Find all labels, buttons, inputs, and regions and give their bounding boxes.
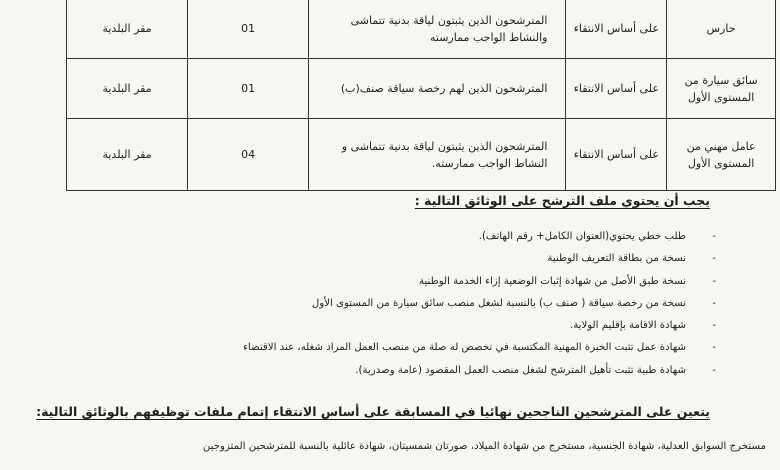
- exam-place-cell: مقر البلدية: [67, 59, 188, 119]
- list-item: [156, 271, 716, 293]
- bullet-marker: -: [712, 320, 716, 332]
- list-item-text: نسخة طبق الأصل من شهادة إثبات الوضعية إزاء الخدمة الوطنية: [418, 275, 686, 287]
- recruitment-mode-cell: على أساس الانتقاء: [566, 0, 667, 59]
- bullet-marker: -: [712, 297, 716, 309]
- exam-place-cell: مقر البلدية: [67, 0, 188, 59]
- conditions-cell: المترشحون الذين يثبتون لياقة بدنية تتماشى و النشاط الواجب ممارسته.: [309, 119, 566, 191]
- bullet-marker: -: [712, 275, 716, 287]
- bullet-marker: -: [712, 364, 716, 376]
- required-documents-title: يجب أن يحتوي ملف الترشح على الوثائق التالية :: [414, 193, 710, 208]
- table-row: [67, 119, 776, 191]
- list-item: [156, 248, 716, 270]
- positions-table: [66, 0, 776, 191]
- required-documents-list: [156, 226, 716, 382]
- positions-count-cell: 01: [188, 59, 309, 119]
- list-item-text: نسخة من بطاقة التعريف الوطنية: [547, 253, 686, 265]
- list-item-text: شهادة الاقامة بإقليم الولاية.: [569, 320, 686, 332]
- final-documents-text: مستخرج السوابق العدلية، شهادة الجنسية، مستخرج من شهادة الميلاد، صورتان شمسيتان، شهادة عائلية بالنسبة للمترشحين المتزوجين: [202, 441, 766, 452]
- list-item: [156, 337, 716, 359]
- list-item-text: طلب خطي يحتوي(العنوان الكامل+ رقم الهاتف).: [478, 231, 686, 242]
- recruitment-mode-cell: على أساس الانتقاء: [566, 119, 667, 191]
- positions-count-cell: 04: [188, 119, 309, 191]
- post-cell: حارس: [667, 0, 776, 59]
- exam-place-cell: مقر البلدية: [67, 119, 188, 191]
- bullet-marker: -: [712, 253, 716, 265]
- list-item: [156, 293, 716, 315]
- recruitment-mode-cell: على أساس الانتقاء: [566, 59, 667, 119]
- list-item: [156, 226, 716, 248]
- table-row: [67, 59, 776, 119]
- bullet-marker: -: [712, 231, 716, 242]
- positions-count-cell: 01: [188, 0, 309, 59]
- table-row: [67, 0, 776, 59]
- list-item: [156, 315, 716, 337]
- conditions-cell: المترشحون الذين يثبتون لياقة بدنية تتماشى والنشاط الواجب ممارسته: [309, 0, 566, 59]
- bullet-marker: -: [712, 342, 716, 354]
- final-documents-title: يتعين على المترشحين الناجحين نهائيا في المسابقة على أساس الانتقاء إتمام ملفات توظيفهم بالوثائق التالية:: [36, 404, 710, 419]
- list-item: [156, 360, 716, 382]
- post-cell: سائق سيارة من المستوى الأول: [667, 59, 776, 119]
- list-item-text: شهادة طبية تثبت تأهيل المترشح لشغل منصب العمل المقصود (عامة وصدرية).: [355, 364, 686, 376]
- list-item-text: شهادة عمل تثبت الخبرة المهنية المكتسبة في تخصص له صلة من منصب العمل المراد شغله، عند الاقتضاء: [243, 342, 686, 354]
- post-cell: عامل مهني من المستوى الأول: [667, 119, 776, 191]
- conditions-cell: المترشحون الذين لهم رخصة سياقة صنف(ب): [309, 59, 566, 119]
- list-item-text: نسخة من رخصة سياقة ( صنف ب) بالنسبة لشغل منصب سائق سيارة من المستوى الأول: [311, 297, 686, 309]
